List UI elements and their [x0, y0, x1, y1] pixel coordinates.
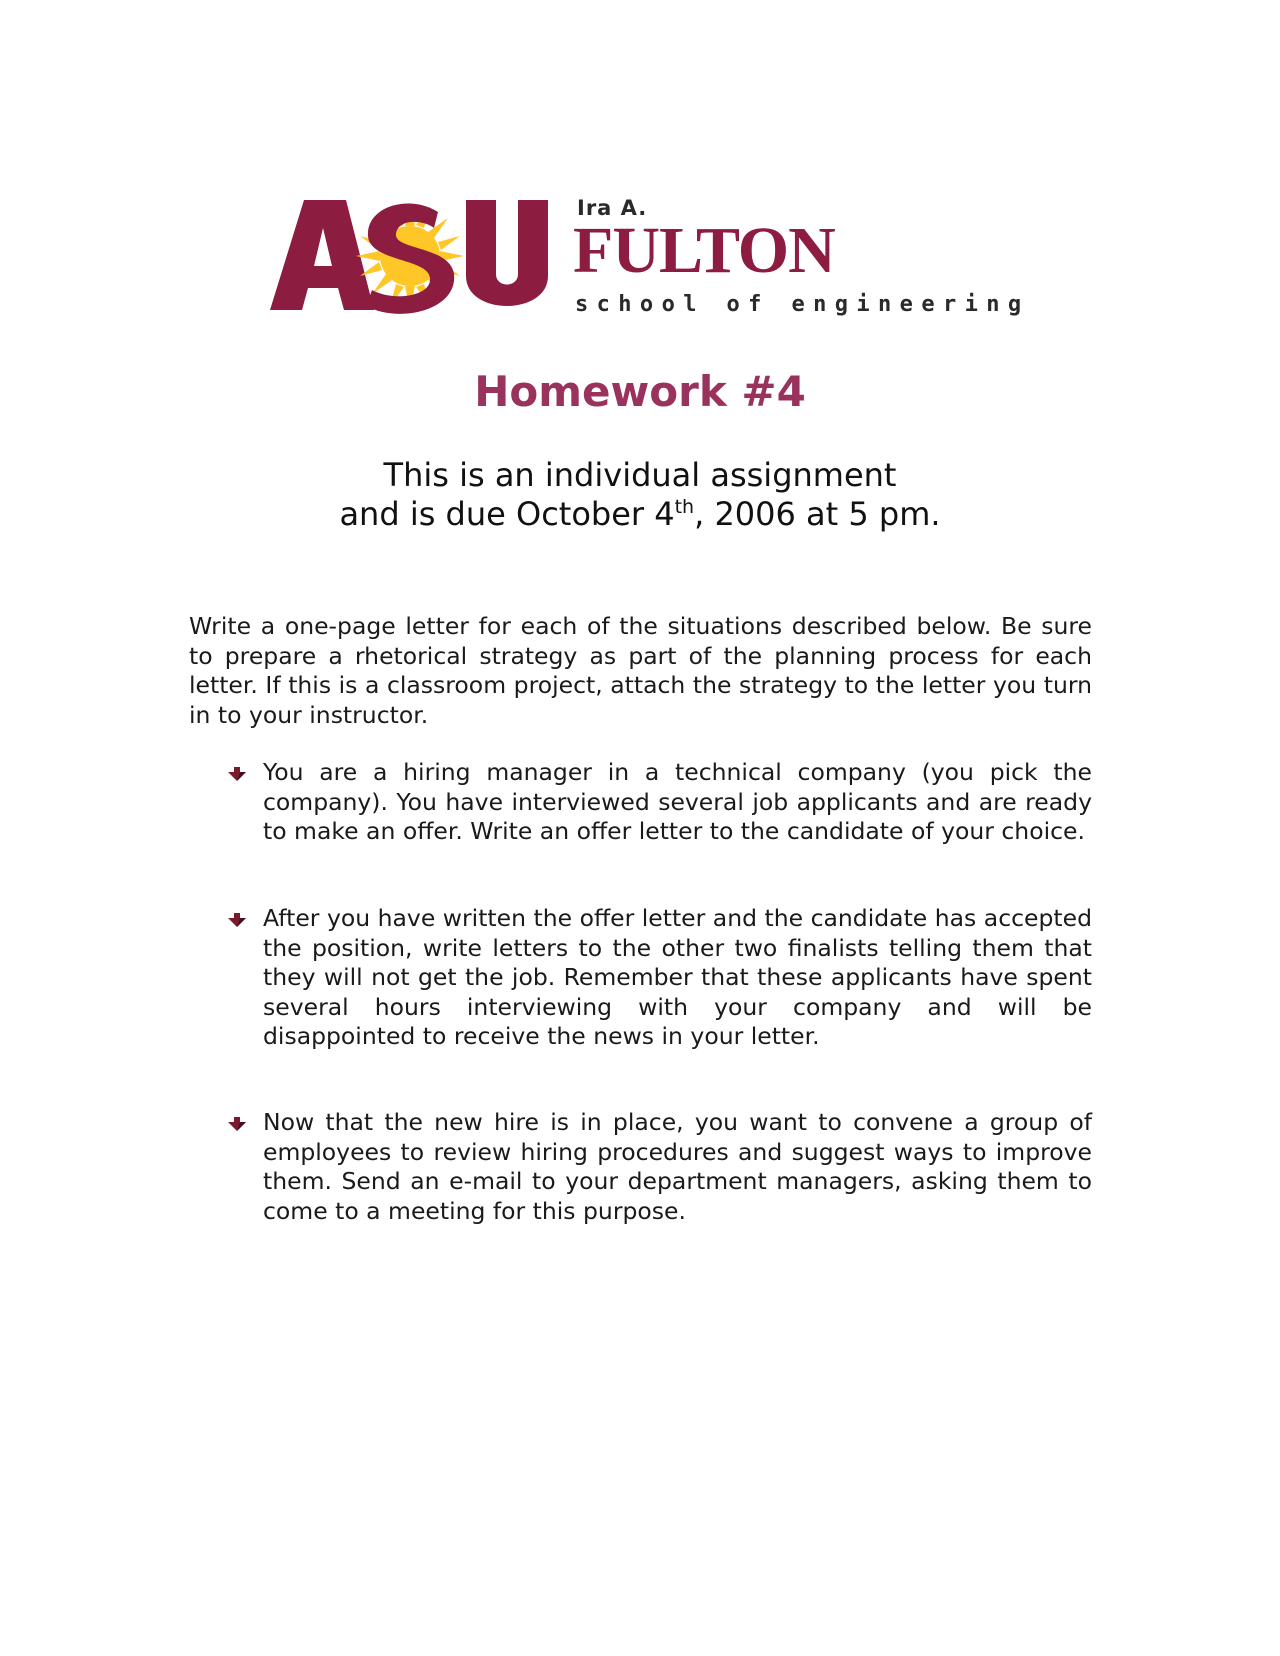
subtitle-line-2 [0, 494, 1280, 534]
logo-ira-text: Ira A. [577, 196, 648, 220]
page-title: Homework #4 [474, 367, 806, 416]
fulton-wordmark [573, 196, 1030, 320]
due-date-suffix: , 2006 at 5 pm. [694, 495, 941, 533]
subtitle-line-1: This is an individual assignment [383, 456, 897, 494]
due-date-prefix: and is due October 4 [339, 495, 675, 533]
intro-paragraph: Write a one-page letter for each of the situations described below. Be sure to prepare a rhetorical strategy as part of the planning process for each letter. If this is a classroom project, attach the strategy to the letter you turn in to your instructor. [189, 612, 1092, 729]
arrow-down-icon [228, 912, 246, 926]
due-date-ordinal: th [674, 496, 695, 518]
bullet-text: Now that the new hire is in place, you want to convene a group of employees to review hiring procedures and suggest ways to improve them. Send an e-mail to your department managers, asking them to come to a meeting for this purpose. [263, 1108, 1092, 1225]
logo-fulton-text: FULTON [573, 214, 835, 287]
bullet-text: After you have written the offer letter and the candidate has accepted the position, write letters to the other two finalists telling them that they will not get the job. Remember that these applicants have spent several hours interviewing with your company and will be disappointed to receive the news in your letter. [263, 904, 1092, 1050]
bullet-text: You are a hiring manager in a technical company (you pick the company). You have interviewed several job applicants and are ready to make an offer. Write an offer letter to the candidate of your choice. [263, 758, 1092, 845]
asu-logo-mark [270, 196, 550, 320]
logo-school-text: school of engineering [575, 292, 1030, 317]
arrow-down-icon [228, 766, 246, 780]
asu-fulton-logo [270, 196, 1030, 320]
arrow-down-icon [228, 1116, 246, 1130]
